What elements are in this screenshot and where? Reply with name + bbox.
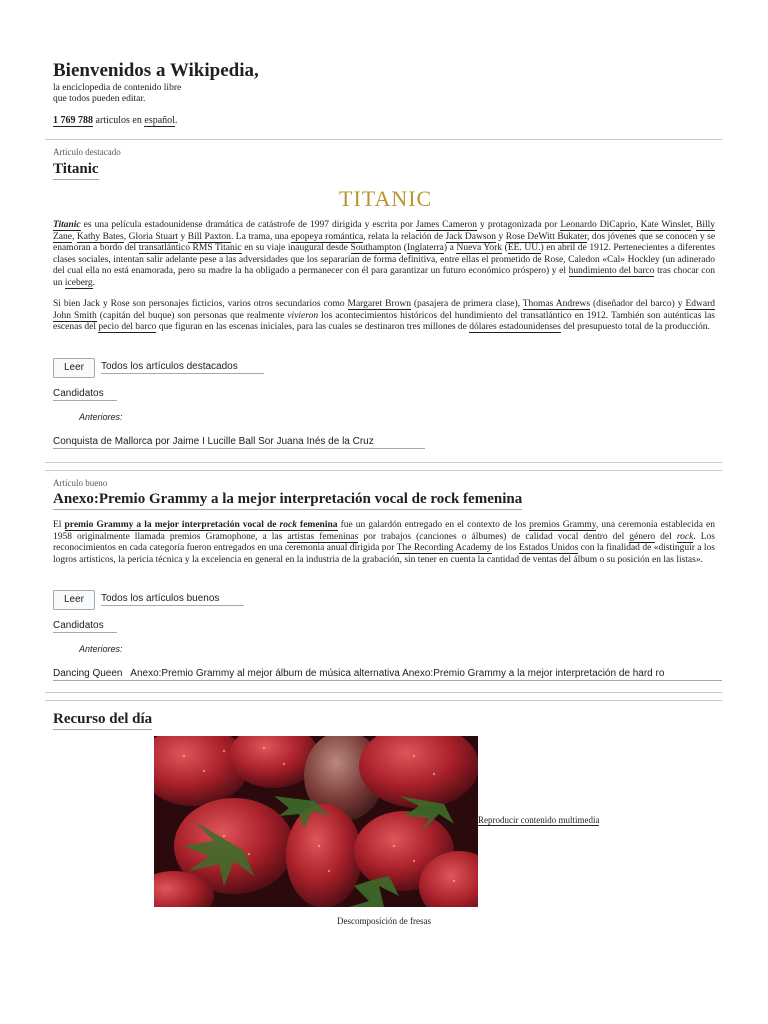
link-winslet[interactable]: Kate Winslet — [640, 220, 691, 230]
good-label: Artículo bueno — [53, 478, 108, 488]
divider — [45, 700, 722, 701]
link-rose[interactable]: Rose DeWitt Bukater — [505, 231, 588, 242]
good-previous-label: Anteriores: — [79, 644, 123, 654]
read-featured-button[interactable]: Leer — [53, 358, 95, 378]
resource-caption: Descomposición de fresas — [337, 916, 431, 926]
link-dolares[interactable]: dólares estadounidenses — [469, 322, 561, 333]
strawberries-image — [154, 736, 478, 907]
prev-featured-item[interactable]: Sor Juana Inés de la Cruz — [258, 436, 374, 447]
link-hundimiento[interactable]: hundimiento del barco — [568, 266, 655, 277]
link-genero[interactable]: género — [629, 531, 656, 542]
link-southampton[interactable]: Southampton — [350, 243, 402, 254]
link-rock[interactable]: rock — [676, 531, 694, 542]
divider — [45, 139, 722, 140]
featured-paragraph-1: Titanic es una película estadounidense dramática de catástrofe de 1997 dirigida y escrita por James Cameron y protagonizada por Leonardo DiCaprio, Kate Winslet, Billy Zane, Kathy Bates, Gloria Stuart y Bill Paxton. La trama, una epopeya romántica, relata la relación de Jack Dawson y Rose DeWitt Bukater, dos jóvenes que se conocen y se enamoran a bordo del transatlántico RMS Titanic en su viaje inaugural desde Southampton (Inglaterra) a Nueva York (EE. UU.) en abril de 1912. Pertenecientes a diferentes clases sociales, intentan salir adelante pese a las adversidades que los separarían de forma definitiva, entre ellas el prometido de Rose, Caledon «Cal» Hockley (un adinerado del cual ella no está enamorada, pero su madre la ha obligado a permanecer con él para garantizar un futuro económico próspero) y el hundimiento del barco tras chocar con un iceberg. — [53, 220, 716, 288]
link-stuart[interactable]: Gloria Stuart — [128, 231, 179, 242]
prev-featured-item[interactable]: Conquista de Mallorca por Jaime I — [53, 436, 205, 447]
divider — [45, 462, 722, 463]
all-good-link[interactable]: Todos los artículos buenos — [101, 593, 244, 606]
welcome-subtitle: la enciclopedia de contenido libre que todos pueden editar. — [53, 83, 182, 104]
strawberries-video[interactable] — [154, 736, 478, 907]
link-estados-unidos[interactable]: Estados Unidos — [518, 543, 579, 554]
good-paragraph: El premio Grammy a la mejor interpretación vocal de rock femenina fue un galardón entregado en el contexto de los premios Grammy, una ceremonia establecida en 1958 originalmente llamada premios Gramophone, a las artistas femeninas por trabajos (canciones o álbumes) de calidad vocal dentro del género del rock. Los reconocimientos en cada categoría fueron entregados en una ceremonia anual dirigida por The Recording Academy de los Estados Unidos con la finalidad de «distinguir a los logros artísticos, la pericia técnica y la excelencia en general en la industria de la grabación, sin tener en cuenta la cantidad de ventas del álbum o su posición en las listas». — [53, 520, 716, 565]
divider — [45, 692, 722, 693]
prev-good-item[interactable]: Dancing Queen — [53, 668, 123, 679]
link-eeuu[interactable]: EE. UU. — [507, 243, 541, 254]
link-zane[interactable]: Billy Zane — [53, 220, 715, 242]
link-edward-john-smith[interactable]: Edward John Smith — [53, 299, 715, 321]
link-premio-grammy-bold[interactable]: premio Grammy a la mejor interpretación vocal de rock femenina — [64, 520, 338, 530]
all-featured-link[interactable]: Todos los artículos destacados — [101, 361, 264, 374]
featured-paragraph-2: Si bien Jack y Rose son personajes ficticios, varios otros secundarios como Margaret Brown (pasajera de primera clase), Thomas Andrews (diseñador del barco) y Edward John Smith (capitán del buque) son personas que realmente vivieron los acontecimientos históricos del hundimiento del transatlántico en 1912. También son auténticas las escenas del pecio del barco que figuran en las escenas iniciales, para las cuales se destinaron tres millones de dólares estadounidenses del presupuesto total de la producción. — [53, 299, 716, 333]
link-dicaprio[interactable]: Leonardo DiCaprio — [560, 220, 636, 230]
resource-title: Recurso del día — [53, 711, 152, 730]
prev-good-item[interactable]: Anexo:Premio Grammy al mejor álbum de música alternativa — [130, 668, 400, 679]
link-jack-dawson[interactable]: Jack Dawson — [445, 231, 497, 242]
link-iceberg[interactable]: iceberg — [64, 277, 93, 288]
link-pecio[interactable]: pecio del barco — [98, 322, 157, 333]
article-count-number[interactable]: 1 769 788 — [53, 115, 93, 126]
prev-featured-item[interactable]: Lucille Ball — [207, 436, 256, 447]
good-candidates-link[interactable]: Candidatos — [53, 620, 117, 633]
link-artistas-femeninas[interactable]: artistas femeninas — [287, 531, 359, 542]
titanic-bold-link[interactable]: Titanic — [53, 220, 81, 230]
link-bates[interactable]: Kathy Bates — [76, 231, 124, 242]
link-james-cameron[interactable]: James Cameron — [415, 220, 477, 230]
titanic-logo[interactable]: TITANIC — [339, 186, 433, 211]
article-count: 1 769 788 artículos en español. — [53, 115, 178, 126]
link-inglaterra[interactable]: Inglaterra — [406, 243, 444, 254]
divider — [45, 470, 722, 471]
link-epopeya[interactable]: epopeya romántica — [291, 231, 364, 242]
link-margaret-brown[interactable]: Margaret Brown — [347, 299, 411, 309]
link-thomas-andrews[interactable]: Thomas Andrews — [522, 299, 591, 309]
spanish-link[interactable]: español — [144, 115, 175, 126]
featured-previous-list — [53, 436, 425, 449]
prev-good-item[interactable]: Anexo:Premio Grammy a la mejor interpretación de hard ro — [402, 668, 665, 679]
good-previous-list — [53, 668, 722, 681]
featured-label: Artículo destacado — [53, 147, 121, 157]
featured-previous-label: Anteriores: — [79, 412, 123, 422]
good-title[interactable]: Anexo:Premio Grammy a la mejor interpretación vocal de rock femenina — [53, 491, 522, 510]
read-good-button[interactable]: Leer — [53, 590, 95, 610]
featured-title[interactable]: Titanic — [53, 161, 99, 180]
welcome-title: Bienvenidos a Wikipedia, — [53, 60, 259, 81]
link-premios-grammy[interactable]: premios Grammy — [529, 520, 596, 530]
link-nueva-york[interactable]: Nueva York — [456, 243, 503, 254]
link-paxton[interactable]: Bill Paxton — [187, 231, 231, 242]
play-media-link[interactable]: Reproducir contenido multimedia — [478, 815, 600, 825]
welcome-block — [53, 60, 259, 126]
featured-candidates-link[interactable]: Candidatos — [53, 388, 117, 401]
link-recording-academy[interactable]: The Recording Academy — [396, 543, 492, 554]
link-rms-titanic[interactable]: transatlántico RMS Titanic — [138, 243, 242, 254]
